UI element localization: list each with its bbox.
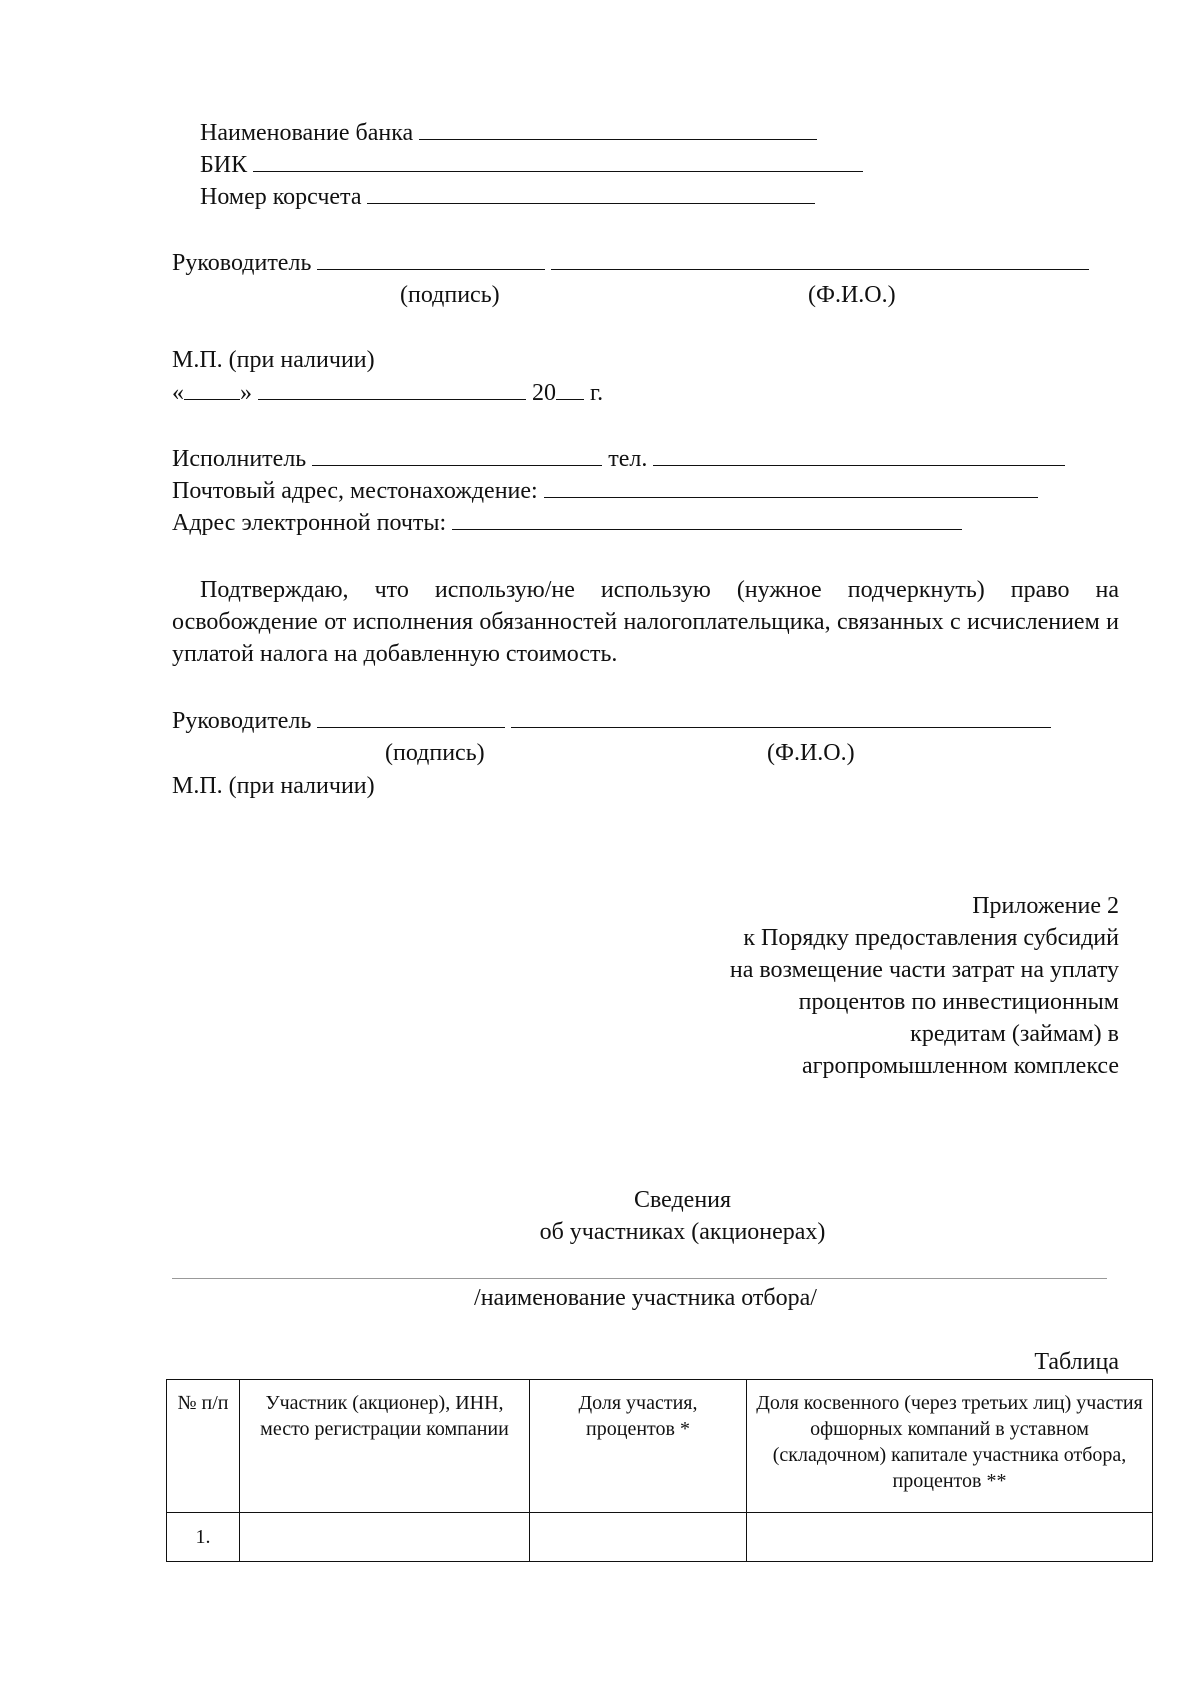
corr-account-field[interactable] [367,182,815,204]
executor-label: Исполнитель [172,446,307,472]
head-signature-field[interactable] [317,248,545,270]
row-share-cell[interactable] [530,1513,747,1562]
seal-note-2: М.П. (при наличии) [172,773,375,799]
bik-field[interactable] [253,150,863,172]
appendix-line-5: кредитам (займам) в [910,1021,1119,1047]
fio-caption-2: (Ф.И.О.) [767,740,855,766]
fio-caption: (Ф.И.О.) [808,282,896,308]
month-field[interactable] [258,378,526,400]
head-signature-line [172,248,1089,277]
address-field[interactable] [544,476,1038,498]
appendix-line-3: на возмещение части затрат на уплату [729,957,1119,983]
bank-name-label: Наименование банка [200,120,414,146]
appendix-line-2: к Порядку предоставления субсидий [743,925,1119,951]
table-header-row [167,1380,1153,1513]
header-share: Доля участия, процентов * [530,1380,747,1513]
info-subtitle: об участниках (акционерах) [539,1219,826,1245]
head-label: Руководитель [172,250,312,276]
appendix-line-1: Приложение 2 [972,893,1119,919]
appendix-line-6: агропромышленном комплексе [801,1053,1119,1079]
participant-caption: /наименование участника отбора/ [474,1285,817,1311]
year-suffix: г. [590,380,604,406]
date-open-quote: « [172,380,184,406]
corr-account-label: Номер корсчета [200,184,362,210]
address-line [172,476,1038,505]
email-line [172,508,962,537]
head-signature-field-2[interactable] [317,706,505,728]
address-label: Почтовый адрес, местонахождение: [172,478,538,504]
participants-table [166,1379,1153,1562]
signature-caption: (подпись) [400,282,500,308]
executor-line [172,444,1065,473]
date-line [172,378,603,407]
year-field[interactable] [556,378,584,400]
bik-label: БИК [200,152,248,178]
bank-name-field[interactable] [419,118,817,140]
day-field[interactable] [184,378,240,400]
email-field[interactable] [452,508,962,530]
header-participant: Участник (акционер), ИНН, место регистрации компании [240,1380,530,1513]
head-fio-field[interactable] [551,248,1089,270]
head-label-2: Руководитель [172,708,312,734]
corr-account-line [200,182,815,211]
phone-field[interactable] [653,444,1065,466]
row-offshore-share-cell[interactable] [747,1513,1153,1562]
signature-caption-2: (подпись) [385,740,485,766]
info-title: Сведения [633,1187,732,1213]
head-signature-line-2 [172,706,1051,735]
email-label: Адрес электронной почты: [172,510,447,536]
vat-confirmation-paragraph: Подтверждаю, что использую/не использую (нужное подчеркнуть) право на освобождение от исполнения обязанностей налогоплательщика, связанных с исчислением и уплатой налога на добавленную стоимость. [172,577,1119,667]
executor-field[interactable] [312,444,602,466]
bik-line [200,150,863,179]
participant-name-field[interactable] [172,1278,1107,1279]
head-fio-field-2[interactable] [511,706,1051,728]
year-prefix: 20 [532,380,556,406]
row-participant-cell[interactable] [240,1513,530,1562]
header-number: № п/п [167,1380,240,1513]
row-number-cell: 1. [167,1513,240,1562]
bank-name-line [200,118,817,147]
table-label: Таблица [1034,1349,1119,1375]
header-offshore-share: Доля косвенного (через третьих лиц) участия офшорных компаний в уставном (складочном) капитале участника отбора, процентов ** [747,1380,1153,1513]
date-close-quote: » [240,380,252,406]
seal-note: М.П. (при наличии) [172,347,375,373]
table-row [167,1513,1153,1562]
phone-label: тел. [608,446,648,472]
appendix-line-4: процентов по инвестиционным [798,989,1119,1015]
